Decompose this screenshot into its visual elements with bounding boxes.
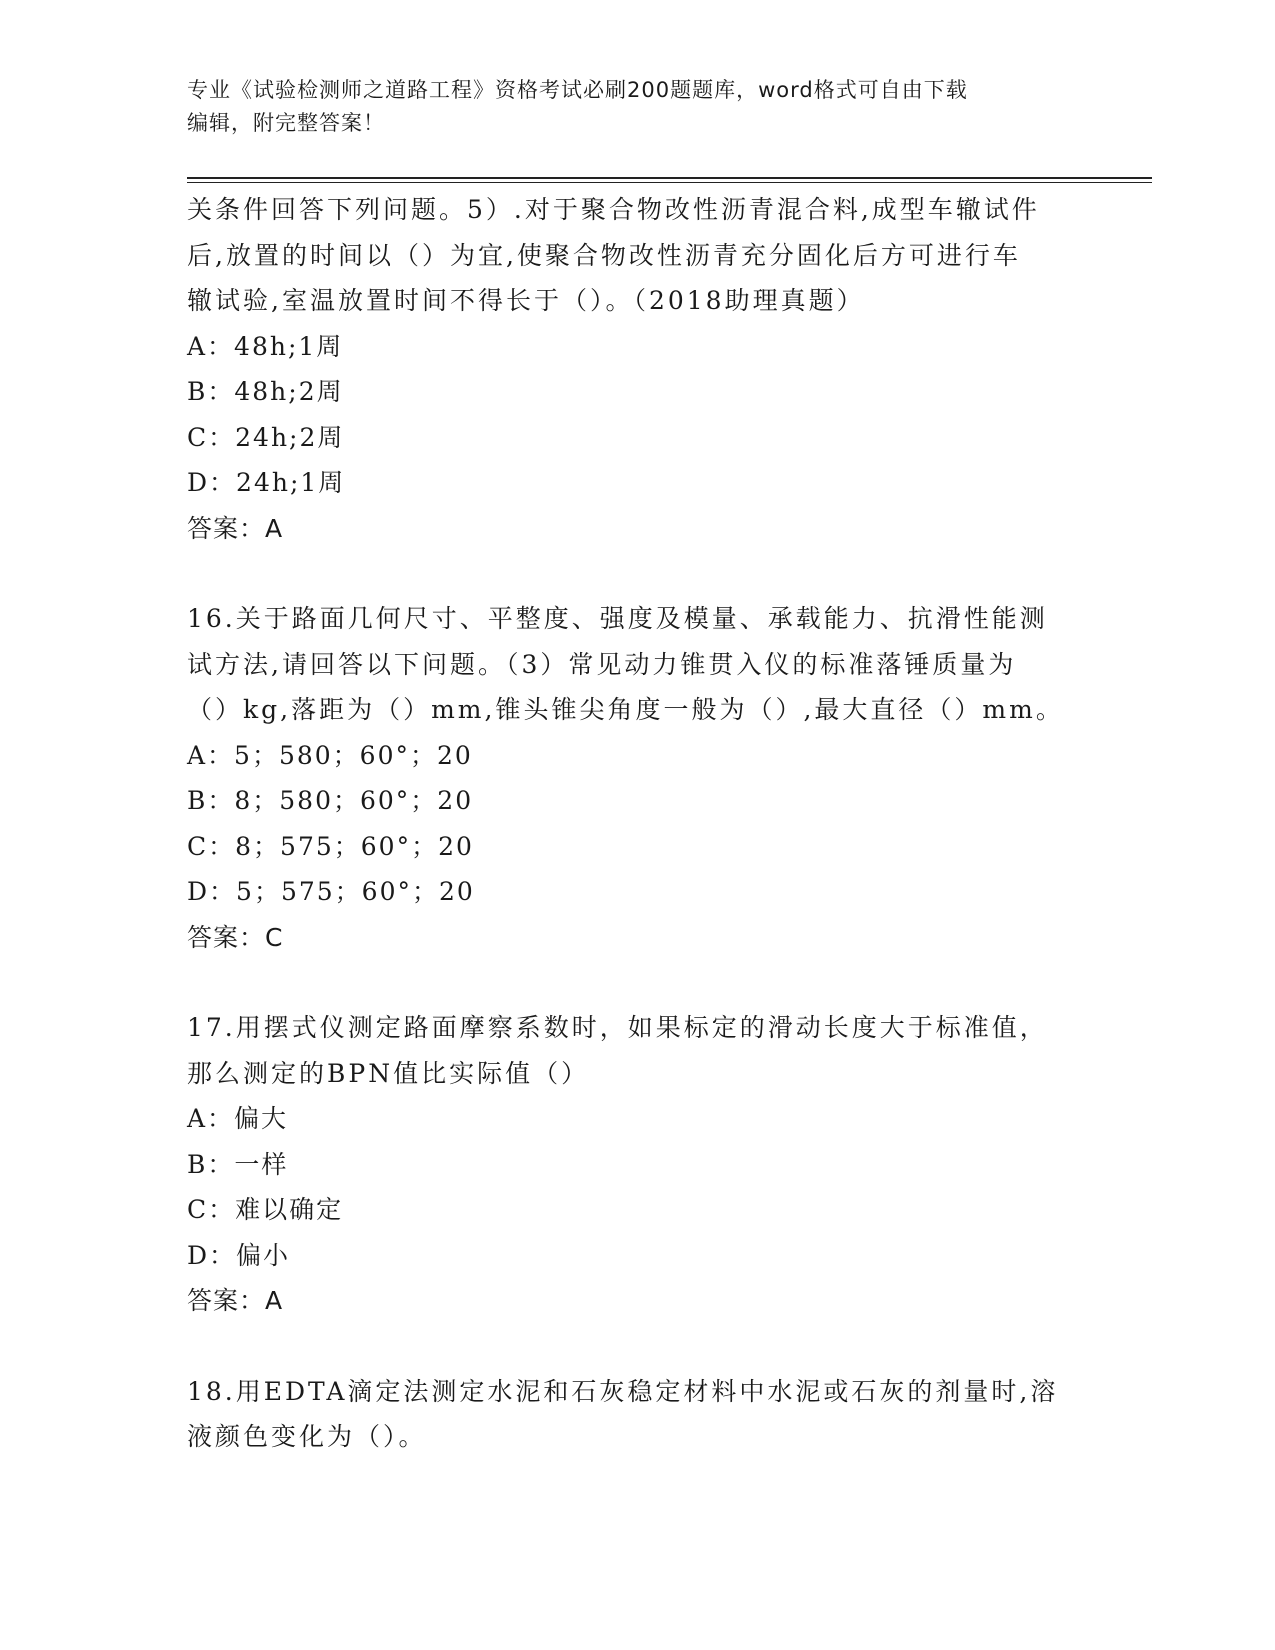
answer-line: 答案：C bbox=[187, 922, 284, 952]
header-divider bbox=[187, 177, 1152, 183]
option-b: B：一样 bbox=[187, 1149, 289, 1179]
question-15 bbox=[187, 187, 1087, 551]
option-c: C：24h;2周 bbox=[187, 422, 345, 452]
option-c: C：8；575；60°；20 bbox=[187, 831, 474, 861]
question-text-line: 试方法,请回答以下问题。（3）常见动力锥贯入仪的标准落锤质量为 bbox=[187, 649, 1017, 679]
question-text-line: 关条件回答下列问题。5）.对于聚合物改性沥青混合料,成型车辙试件 bbox=[187, 195, 1040, 224]
question-text-line: 辙试验,室温放置时间不得长于（）。（2018助理真题） bbox=[187, 286, 865, 315]
option-a: A：5；580；60°；20 bbox=[187, 740, 473, 770]
question-text-line: 18.用EDTA滴定法测定水泥和石灰稳定材料中水泥或石灰的剂量时,溶 bbox=[187, 1376, 1059, 1406]
question-list bbox=[187, 187, 1087, 1460]
header-title-line-1: 专业《试验检测师之道路工程》资格考试必刷200题题库，word格式可自由下载 bbox=[187, 78, 968, 102]
question-text-line: 那么测定的BPN值比实际值（） bbox=[187, 1058, 590, 1088]
option-d: D：偏小 bbox=[187, 1240, 291, 1270]
option-b: B：8；580；60°；20 bbox=[187, 786, 474, 815]
question-17 bbox=[187, 1005, 1087, 1324]
option-b: B：48h;2周 bbox=[187, 377, 344, 406]
question-18 bbox=[187, 1369, 1087, 1460]
question-text-line: 后,放置的时间以（）为宜,使聚合物改性沥青充分固化后方可进行车 bbox=[187, 240, 1021, 270]
option-a: A：48h;1周 bbox=[187, 331, 344, 361]
answer-line: 答案：A bbox=[187, 513, 284, 543]
question-text-line: 17.用摆式仪测定路面摩察系数时，如果标定的滑动长度大于标准值， bbox=[187, 1013, 1048, 1042]
header-title-line-2: 编辑，附完整答案！ bbox=[187, 111, 385, 135]
question-text-line: （）kg,落距为（）mm,锥头锥尖角度一般为（）,最大直径（）mm。 bbox=[187, 695, 1064, 724]
page-header bbox=[187, 74, 1087, 140]
option-d: D：5；575；60°；20 bbox=[187, 877, 475, 906]
option-d: D：24h;1周 bbox=[187, 468, 346, 497]
question-text-line: 16.关于路面几何尺寸、平整度、强度及模量、承载能力、抗滑性能测 bbox=[187, 604, 1048, 633]
option-a: A：偏大 bbox=[187, 1104, 289, 1133]
option-c: C：难以确定 bbox=[187, 1195, 344, 1224]
question-16 bbox=[187, 596, 1087, 960]
answer-line: 答案：A bbox=[187, 1286, 284, 1315]
question-text-line: 液颜色变化为（）。 bbox=[187, 1422, 427, 1451]
